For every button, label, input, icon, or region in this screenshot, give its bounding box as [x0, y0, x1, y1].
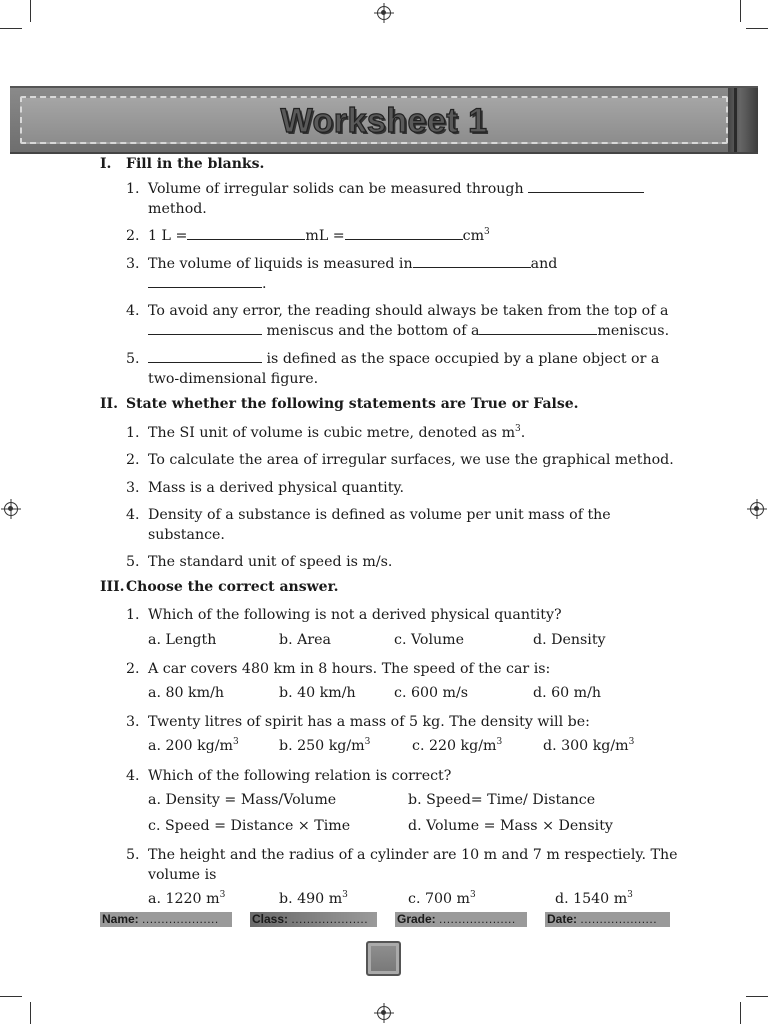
section-heading	[100, 396, 579, 412]
question-number: 1.	[126, 607, 140, 623]
question-number: 2.	[126, 228, 140, 244]
question-text: meniscus.	[597, 323, 670, 339]
name-field[interactable]: Name: ....................	[100, 912, 232, 927]
crop-mark	[0, 28, 22, 29]
question-text: The SI unit of volume is cubic metre, denoted as m	[148, 425, 516, 441]
answer-blank[interactable]	[148, 274, 262, 288]
question-text: two-dimensional figure.	[148, 371, 319, 387]
question-text: method.	[148, 201, 207, 217]
answer-option[interactable]: a. 80 km/h	[148, 685, 225, 701]
page-title: Worksheet 1	[280, 102, 488, 140]
question-text: The height and the radius of a cylinder are 10 m and 7 m respectiely. The	[148, 847, 678, 863]
class-label: Class:	[252, 912, 289, 926]
section-number: III.	[100, 579, 125, 595]
question-text: Which of the following relation is correct?	[148, 768, 452, 784]
question-number: 5.	[126, 554, 140, 570]
class-field[interactable]: Class: ....................	[250, 912, 377, 927]
name-label: Name:	[102, 912, 139, 926]
answer-blank[interactable]	[528, 179, 644, 193]
question-text: Twenty litres of spirit has a mass of 5 kg. The density will be:	[148, 714, 590, 730]
question-text: Volume of irregular solids can be measured through	[148, 181, 524, 197]
crop-mark	[746, 28, 768, 29]
answer-option[interactable]: b. 490 $m^3$	[279, 890, 348, 907]
question-text: The volume of liquids is measured in	[148, 256, 413, 272]
answer-blank[interactable]	[479, 321, 597, 335]
question-number: 4.	[126, 303, 140, 319]
section-title: Fill in the blanks.	[126, 156, 265, 172]
question-number: 5.	[126, 351, 140, 367]
superscript: 3	[515, 424, 521, 434]
title-banner	[10, 86, 758, 154]
answer-blank[interactable]	[148, 321, 262, 335]
question-number: 2.	[126, 661, 140, 677]
answer-option[interactable]: a. Length	[148, 632, 217, 648]
answer-option[interactable]: c. 700 $m^3$	[408, 890, 476, 907]
answer-blank[interactable]	[187, 226, 305, 240]
question-text: substance.	[148, 527, 225, 543]
registration-mark-icon	[750, 502, 764, 516]
question-text: 1 L =	[148, 228, 188, 244]
section-title: State whether the following statements are True or False.	[126, 396, 579, 412]
answer-option[interactable]: c. Speed = Distance × Time	[148, 818, 351, 834]
question-number: 1.	[126, 425, 140, 441]
answer-option[interactable]: c. Volume	[394, 632, 464, 648]
page-number-box	[366, 941, 401, 976]
answer-option[interactable]: b. 250 $kg/m^3$	[279, 737, 371, 754]
section-number: I.	[100, 156, 112, 172]
answer-option[interactable]: d. 1540 $m^3$	[555, 890, 633, 907]
question-text: volume is	[148, 867, 217, 883]
section-heading	[100, 156, 265, 172]
question-text: is defined as the space occupied by a plane object or a	[266, 351, 660, 367]
question-number: 2.	[126, 452, 140, 468]
answer-option[interactable]: b. Speed= Time/ Distance	[408, 792, 596, 808]
crop-mark	[0, 996, 22, 997]
answer-option[interactable]: a. Density = Mass/Volume	[148, 792, 337, 808]
date-label: Date:	[547, 912, 578, 926]
question-text: A car covers 480 km in 8 hours. The speed of the car is:	[148, 661, 551, 677]
answer-option[interactable]: d. 60 m/h	[533, 685, 602, 701]
answer-option[interactable]: d. Density	[533, 632, 606, 648]
question-text: To calculate the area of irregular surfaces, we use the graphical method.	[148, 452, 674, 468]
grade-label: Grade:	[397, 912, 436, 926]
registration-mark-icon	[4, 502, 18, 516]
date-field[interactable]: Date: ....................	[545, 912, 670, 927]
question-number: 3.	[126, 714, 140, 730]
question-number: 3.	[126, 480, 140, 496]
crop-mark	[740, 0, 741, 22]
answer-option[interactable]: b. 40 km/h	[279, 685, 356, 701]
question-number: 1.	[126, 181, 140, 197]
registration-mark-icon	[377, 6, 391, 20]
question-text: meniscus and the bottom of a	[266, 323, 480, 339]
answer-option[interactable]: b. Area	[279, 632, 331, 648]
section-title: Choose the correct answer.	[126, 579, 339, 595]
question-number: 3.	[126, 256, 140, 272]
answer-option[interactable]: c. 220 $kg/m^3$	[412, 737, 503, 754]
unit-text: cm	[462, 228, 485, 244]
question-text: Density of a substance is defined as volume per unit mass of the	[148, 507, 611, 523]
question-number: 4.	[126, 507, 140, 523]
question-number: 4.	[126, 768, 140, 784]
answer-blank[interactable]	[148, 349, 262, 363]
question-text: .	[262, 276, 267, 292]
grade-field[interactable]: Grade: ....................	[395, 912, 527, 927]
question-text: .	[520, 425, 526, 441]
superscript: 3	[484, 227, 490, 237]
registration-mark-icon	[377, 1006, 391, 1020]
crop-mark	[740, 1002, 741, 1024]
answer-blank[interactable]	[345, 226, 463, 240]
crop-mark	[30, 1002, 31, 1024]
question-text: mL =	[305, 228, 345, 244]
question-text: Which of the following is not a derived physical quantity?	[148, 607, 562, 623]
crop-mark	[746, 996, 768, 997]
section-heading	[100, 579, 339, 595]
question-text: and	[530, 256, 558, 272]
crop-mark	[30, 0, 31, 22]
question-number: 5.	[126, 847, 140, 863]
answer-blank[interactable]	[413, 254, 531, 268]
answer-option[interactable]: a. 1220 $m^3$	[148, 890, 226, 907]
answer-option[interactable]: d. Volume = Mass × Density	[408, 818, 613, 834]
answer-option[interactable]: a. 200 $kg/m^3$	[148, 737, 239, 754]
answer-option[interactable]: d. 300 $kg/m^3$	[543, 737, 635, 754]
section-number: II.	[100, 396, 118, 412]
question-text: The standard unit of speed is m/s.	[148, 554, 393, 570]
question-text: Mass is a derived physical quantity.	[148, 480, 405, 496]
question-text: To avoid any error, the reading should always be taken from the top of a	[148, 303, 669, 319]
answer-option[interactable]: c. 600 m/s	[394, 685, 469, 701]
